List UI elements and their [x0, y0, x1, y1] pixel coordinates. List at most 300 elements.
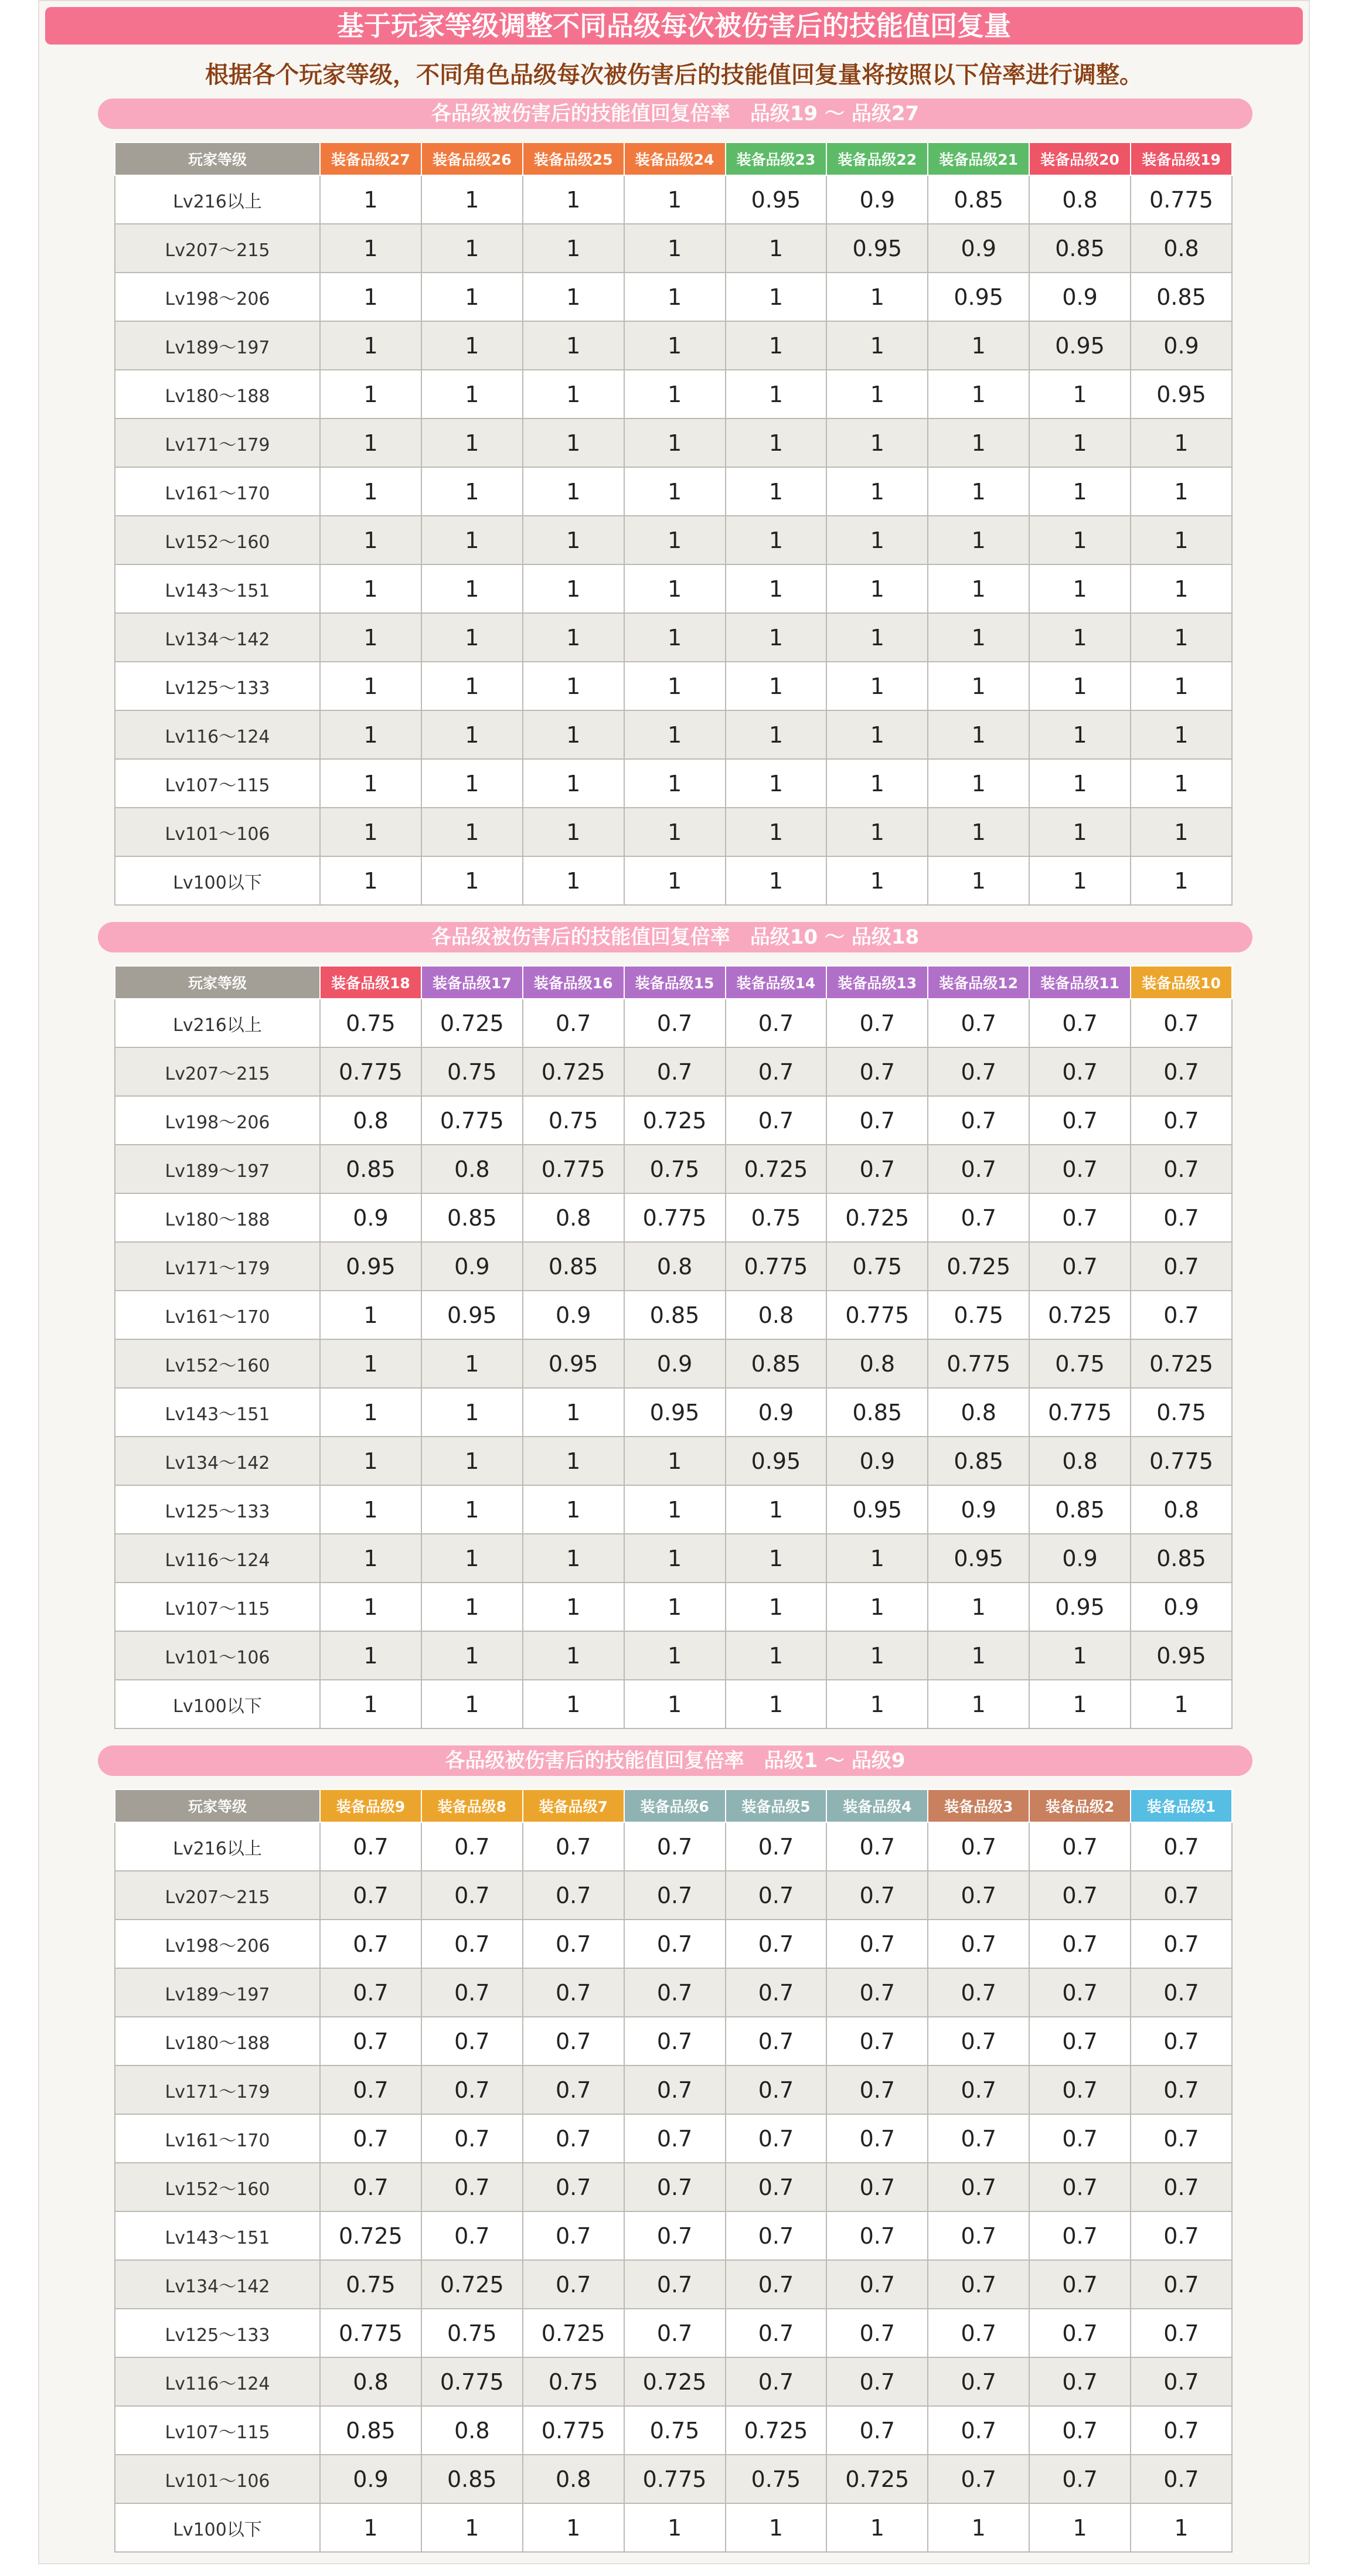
multiplier-cell: 1: [523, 370, 624, 418]
multiplier-cell: 0.7: [726, 1968, 827, 2017]
multiplier-cell: 1: [421, 759, 523, 808]
player-level-cell: Lv107〜115: [115, 2406, 320, 2455]
multiplier-cell: 0.7: [726, 2309, 827, 2357]
multiplier-cell: 0.9: [624, 1339, 726, 1388]
multiplier-cell: 0.7: [928, 2406, 1029, 2455]
multiplier-cell: 1: [1131, 856, 1232, 905]
multiplier-cell: 1: [726, 467, 827, 516]
multiplier-cell: 0.775: [624, 1193, 726, 1242]
multiplier-cell: 0.775: [320, 1047, 421, 1096]
player-level-cell: Lv134〜142: [115, 613, 320, 662]
multiplier-cell: 1: [826, 710, 928, 759]
multiplier-cell: 0.7: [726, 2211, 827, 2260]
multiplier-cell: 1: [421, 370, 523, 418]
multiplier-cell: 0.75: [421, 2309, 523, 2357]
multiplier-cell: 1: [1131, 2503, 1232, 2552]
multiplier-cell: 0.725: [421, 999, 523, 1047]
multiplier-cell: 1: [624, 516, 726, 564]
multiplier-cell: 0.9: [928, 1485, 1029, 1534]
multiplier-cell: 0.7: [928, 1096, 1029, 1145]
multiplier-cell: 0.7: [523, 2260, 624, 2309]
player-level-cell: Lv198〜206: [115, 1920, 320, 1968]
multiplier-cell: 1: [523, 856, 624, 905]
multiplier-cell: 0.75: [320, 2260, 421, 2309]
multiplier-cell: 1: [320, 175, 421, 224]
multiplier-cell: 0.7: [826, 1145, 928, 1193]
multiplier-cell: 0.7: [1131, 2309, 1232, 2357]
multiplier-cell: 1: [421, 467, 523, 516]
multiplier-cell: 1: [624, 564, 726, 613]
multiplier-cell: 0.7: [624, 2017, 726, 2065]
multiplier-cell: 1: [826, 808, 928, 856]
multiplier-cell: 0.7: [726, 2357, 827, 2406]
column-header-player-level: 玩家等级: [115, 142, 320, 175]
multiplier-cell: 0.85: [320, 1145, 421, 1193]
multiplier-cell: 0.95: [826, 224, 928, 273]
multiplier-cell: 0.7: [726, 2114, 827, 2163]
multiplier-cell: 0.75: [523, 2357, 624, 2406]
multiplier-cell: 1: [320, 516, 421, 564]
multiplier-cell: 0.95: [928, 1534, 1029, 1583]
multiplier-cell: 0.9: [1029, 273, 1131, 321]
multiplier-cell: 0.7: [320, 1871, 421, 1920]
player-level-cell: Lv180〜188: [115, 1193, 320, 1242]
multiplier-cell: 0.7: [421, 1822, 523, 1871]
multiplier-cell: 0.775: [1131, 175, 1232, 224]
multiplier-cell: 0.775: [421, 1096, 523, 1145]
multiplier-cell: 0.7: [1131, 2260, 1232, 2309]
multiplier-cell: 0.75: [928, 1291, 1029, 1339]
player-level-cell: Lv143〜151: [115, 1388, 320, 1437]
multiplier-cell: 1: [726, 2503, 827, 2552]
multiplier-table: [114, 965, 1233, 1729]
multiplier-cell: 1: [624, 1631, 726, 1680]
multiplier-cell: 0.7: [1131, 1145, 1232, 1193]
multiplier-cell: 1: [928, 856, 1029, 905]
multiplier-cell: 1: [624, 2503, 726, 2552]
multiplier-cell: 1: [624, 175, 726, 224]
table-row: [115, 2406, 1232, 2455]
multiplier-cell: 1: [320, 1485, 421, 1534]
player-level-cell: Lv107〜115: [115, 1583, 320, 1631]
multiplier-cell: 0.9: [320, 2455, 421, 2503]
multiplier-cell: 0.8: [726, 1291, 827, 1339]
multiplier-cell: 0.7: [826, 999, 928, 1047]
multiplier-cell: 1: [523, 321, 624, 370]
multiplier-cell: 0.7: [928, 2260, 1029, 2309]
table-row: [115, 1583, 1232, 1631]
multiplier-cell: 1: [726, 710, 827, 759]
multiplier-cell: 0.7: [928, 2114, 1029, 2163]
multiplier-cell: 0.7: [1131, 1193, 1232, 1242]
multiplier-cell: 0.7: [928, 2065, 1029, 2114]
multiplier-cell: 1: [826, 321, 928, 370]
player-level-cell: Lv207〜215: [115, 1871, 320, 1920]
multiplier-cell: 0.7: [523, 1968, 624, 2017]
multiplier-cell: 1: [726, 662, 827, 710]
multiplier-cell: 0.8: [523, 2455, 624, 2503]
multiplier-cell: 1: [421, 856, 523, 905]
multiplier-cell: 0.9: [1131, 1583, 1232, 1631]
table-row: [115, 321, 1232, 370]
multiplier-cell: 1: [1029, 710, 1131, 759]
column-header-grade: 装备品级26: [421, 142, 523, 175]
multiplier-cell: 0.7: [1029, 2114, 1131, 2163]
multiplier-cell: 1: [320, 662, 421, 710]
multiplier-cell: 1: [523, 1485, 624, 1534]
table-row: [115, 175, 1232, 224]
multiplier-cell: 1: [726, 224, 827, 273]
multiplier-cell: 0.7: [826, 1871, 928, 1920]
multiplier-cell: 1: [1131, 564, 1232, 613]
multiplier-cell: 1: [523, 1534, 624, 1583]
multiplier-cell: 1: [523, 613, 624, 662]
column-header-player-level: 玩家等级: [115, 1789, 320, 1822]
multiplier-cell: 0.8: [624, 1242, 726, 1291]
table-row: [115, 2309, 1232, 2357]
multiplier-cell: 0.7: [1131, 999, 1232, 1047]
multiplier-cell: 0.7: [1131, 2163, 1232, 2211]
multiplier-cell: 0.7: [826, 1096, 928, 1145]
multiplier-cell: 1: [523, 662, 624, 710]
multiplier-cell: 0.7: [1029, 2455, 1131, 2503]
column-header-grade: 装备品级7: [523, 1789, 624, 1822]
multiplier-cell: 0.85: [1131, 273, 1232, 321]
multiplier-cell: 0.7: [1029, 1871, 1131, 1920]
multiplier-cell: 1: [826, 1583, 928, 1631]
multiplier-cell: 0.7: [1131, 2114, 1232, 2163]
table-row: [115, 2065, 1232, 2114]
multiplier-cell: 0.8: [1029, 1437, 1131, 1485]
table-header-row: [115, 1789, 1232, 1822]
multiplier-cell: 1: [320, 1534, 421, 1583]
multiplier-cell: 0.7: [1029, 1920, 1131, 1968]
multiplier-cell: 1: [320, 710, 421, 759]
multiplier-cell: 0.7: [1029, 999, 1131, 1047]
multiplier-cell: 0.7: [1029, 1096, 1131, 1145]
table-row: [115, 1242, 1232, 1291]
multiplier-cell: 0.8: [421, 1145, 523, 1193]
section-title: 各品级被伤害后的技能值回复倍率 品级1 〜 品级9: [98, 1745, 1252, 1776]
table-row: [115, 467, 1232, 516]
multiplier-cell: 1: [624, 418, 726, 467]
multiplier-cell: 0.85: [421, 2455, 523, 2503]
column-header-grade: 装备品级11: [1029, 966, 1131, 999]
multiplier-cell: 0.85: [726, 1339, 827, 1388]
multiplier-cell: 0.85: [624, 1291, 726, 1339]
player-level-cell: Lv100以下: [115, 2503, 320, 2552]
multiplier-cell: 0.7: [928, 1920, 1029, 1968]
multiplier-cell: 1: [928, 808, 1029, 856]
multiplier-cell: 1: [624, 224, 726, 273]
multiplier-cell: 0.7: [726, 2065, 827, 2114]
multiplier-cell: 1: [421, 1339, 523, 1388]
column-header-grade: 装备品级16: [523, 966, 624, 999]
multiplier-cell: 0.7: [1131, 1096, 1232, 1145]
multiplier-cell: 1: [1029, 856, 1131, 905]
multiplier-cell: 0.7: [1131, 2357, 1232, 2406]
multiplier-cell: 0.7: [421, 2017, 523, 2065]
column-header-grade: 装备品级22: [826, 142, 928, 175]
multiplier-cell: 0.7: [1029, 2017, 1131, 2065]
column-header-grade: 装备品级23: [726, 142, 827, 175]
player-level-cell: Lv171〜179: [115, 1242, 320, 1291]
multiplier-cell: 1: [320, 1388, 421, 1437]
player-level-cell: Lv152〜160: [115, 516, 320, 564]
column-header-grade: 装备品级24: [624, 142, 726, 175]
multiplier-cell: 0.7: [1131, 1047, 1232, 1096]
multiplier-cell: 1: [320, 2503, 421, 2552]
multiplier-cell: 1: [624, 613, 726, 662]
multiplier-cell: 1: [1029, 370, 1131, 418]
multiplier-cell: 1: [523, 1583, 624, 1631]
multiplier-cell: 1: [928, 467, 1029, 516]
player-level-cell: Lv207〜215: [115, 1047, 320, 1096]
multiplier-cell: 1: [726, 856, 827, 905]
multiplier-cell: 0.725: [523, 1047, 624, 1096]
multiplier-cell: 0.7: [523, 1871, 624, 1920]
column-header-grade: 装备品级1: [1131, 1789, 1232, 1822]
multiplier-cell: 1: [1029, 613, 1131, 662]
multiplier-cell: 0.775: [826, 1291, 928, 1339]
multiplier-cell: 0.7: [928, 999, 1029, 1047]
multiplier-cell: 0.9: [1029, 1534, 1131, 1583]
multiplier-cell: 0.725: [826, 2455, 928, 2503]
multiplier-cell: 0.7: [928, 1047, 1029, 1096]
multiplier-cell: 1: [523, 224, 624, 273]
column-header-grade: 装备品级4: [826, 1789, 928, 1822]
multiplier-cell: 1: [523, 808, 624, 856]
table-row: [115, 370, 1232, 418]
column-header-grade: 装备品级5: [726, 1789, 827, 1822]
multiplier-cell: 0.95: [1131, 1631, 1232, 1680]
multiplier-cell: 0.7: [928, 2211, 1029, 2260]
multiplier-cell: 1: [320, 1291, 421, 1339]
multiplier-cell: 0.95: [1131, 370, 1232, 418]
multiplier-cell: 0.7: [320, 2017, 421, 2065]
multiplier-cell: 0.7: [826, 2260, 928, 2309]
multiplier-cell: 0.7: [624, 2211, 726, 2260]
multiplier-cell: 1: [523, 564, 624, 613]
table-row: [115, 2163, 1232, 2211]
player-level-cell: Lv152〜160: [115, 1339, 320, 1388]
table-row: [115, 1145, 1232, 1193]
multiplier-cell: 0.95: [1029, 321, 1131, 370]
multiplier-cell: 1: [1131, 759, 1232, 808]
column-header-grade: 装备品级12: [928, 966, 1029, 999]
multiplier-cell: 1: [928, 321, 1029, 370]
multiplier-cell: 0.75: [421, 1047, 523, 1096]
table-row: [115, 2455, 1232, 2503]
player-level-cell: Lv161〜170: [115, 467, 320, 516]
multiplier-cell: 1: [624, 759, 726, 808]
multiplier-cell: 0.7: [1029, 2309, 1131, 2357]
table-row: [115, 1968, 1232, 2017]
multiplier-cell: 0.725: [421, 2260, 523, 2309]
multiplier-cell: 0.725: [1131, 1339, 1232, 1388]
multiplier-cell: 0.7: [1029, 1145, 1131, 1193]
multiplier-cell: 1: [826, 1534, 928, 1583]
multiplier-cell: 0.9: [421, 1242, 523, 1291]
multiplier-cell: 1: [421, 710, 523, 759]
column-header-grade: 装备品级25: [523, 142, 624, 175]
multiplier-cell: 0.7: [421, 2211, 523, 2260]
multiplier-cell: 0.7: [826, 2406, 928, 2455]
multiplier-cell: 0.725: [826, 1193, 928, 1242]
table-row: [115, 1920, 1232, 1968]
multiplier-cell: 1: [1131, 516, 1232, 564]
player-level-cell: Lv100以下: [115, 1680, 320, 1728]
multiplier-cell: 1: [928, 418, 1029, 467]
multiplier-cell: 0.9: [826, 175, 928, 224]
multiplier-cell: 0.7: [826, 2017, 928, 2065]
player-level-cell: Lv198〜206: [115, 273, 320, 321]
multiplier-cell: 1: [421, 1583, 523, 1631]
multiplier-cell: 1: [826, 564, 928, 613]
player-level-cell: Lv116〜124: [115, 1534, 320, 1583]
multiplier-cell: 0.7: [523, 999, 624, 1047]
column-header-grade: 装备品级10: [1131, 966, 1232, 999]
multiplier-cell: 0.775: [421, 2357, 523, 2406]
multiplier-cell: 1: [726, 418, 827, 467]
multiplier-cell: 0.7: [624, 999, 726, 1047]
multiplier-cell: 0.7: [523, 1822, 624, 1871]
multiplier-cell: 0.95: [726, 175, 827, 224]
multiplier-cell: 1: [421, 516, 523, 564]
multiplier-cell: 0.7: [1029, 2065, 1131, 2114]
multiplier-cell: 1: [320, 1583, 421, 1631]
multiplier-cell: 1: [523, 516, 624, 564]
multiplier-cell: 0.7: [1029, 2260, 1131, 2309]
multiplier-cell: 1: [320, 321, 421, 370]
multiplier-cell: 0.7: [826, 2309, 928, 2357]
table-row: [115, 999, 1232, 1047]
player-level-cell: Lv180〜188: [115, 370, 320, 418]
multiplier-cell: 0.75: [523, 1096, 624, 1145]
multiplier-cell: 1: [1131, 613, 1232, 662]
multiplier-cell: 1: [523, 759, 624, 808]
player-level-cell: Lv180〜188: [115, 2017, 320, 2065]
multiplier-cell: 1: [826, 759, 928, 808]
multiplier-cell: 1: [826, 1680, 928, 1728]
multiplier-cell: 0.7: [1131, 2065, 1232, 2114]
multiplier-cell: 1: [1029, 516, 1131, 564]
multiplier-cell: 1: [320, 759, 421, 808]
multiplier-cell: 0.7: [624, 1920, 726, 1968]
multiplier-cell: 0.775: [726, 1242, 827, 1291]
multiplier-cell: 0.75: [1029, 1339, 1131, 1388]
multiplier-cell: 1: [1029, 2503, 1131, 2552]
multiplier-cell: 1: [320, 1680, 421, 1728]
multiplier-cell: 1: [320, 418, 421, 467]
multiplier-cell: 1: [523, 273, 624, 321]
player-level-cell: Lv216以上: [115, 1822, 320, 1871]
multiplier-cell: 1: [421, 1437, 523, 1485]
multiplier-cell: 1: [624, 273, 726, 321]
multiplier-cell: 0.7: [624, 2260, 726, 2309]
multiplier-cell: 0.75: [726, 2455, 827, 2503]
multiplier-cell: 0.7: [421, 2163, 523, 2211]
multiplier-cell: 0.7: [928, 2163, 1029, 2211]
multiplier-cell: 1: [624, 1534, 726, 1583]
multiplier-cell: 1: [624, 710, 726, 759]
multiplier-cell: 0.7: [826, 1822, 928, 1871]
table-row: [115, 273, 1232, 321]
multiplier-cell: 0.8: [320, 1096, 421, 1145]
table-row: [115, 564, 1232, 613]
multiplier-cell: 0.85: [421, 1193, 523, 1242]
multiplier-cell: 0.7: [928, 2357, 1029, 2406]
player-level-cell: Lv116〜124: [115, 710, 320, 759]
multiplier-cell: 1: [421, 321, 523, 370]
player-level-cell: Lv107〜115: [115, 759, 320, 808]
multiplier-cell: 0.9: [726, 1388, 827, 1437]
multiplier-cell: 1: [320, 273, 421, 321]
player-level-cell: Lv152〜160: [115, 2163, 320, 2211]
multiplier-cell: 0.7: [1029, 2406, 1131, 2455]
column-header-grade: 装备品级15: [624, 966, 726, 999]
multiplier-cell: 1: [624, 856, 726, 905]
multiplier-cell: 1: [421, 418, 523, 467]
page-title: 基于玩家等级调整不同品级每次被伤害后的技能值回复量: [45, 7, 1303, 45]
multiplier-cell: 0.95: [1029, 1583, 1131, 1631]
multiplier-cell: 1: [320, 564, 421, 613]
multiplier-cell: 1: [421, 1485, 523, 1534]
table-row: [115, 808, 1232, 856]
multiplier-cell: 0.7: [1029, 1822, 1131, 1871]
multiplier-cell: 0.7: [624, 1871, 726, 1920]
player-level-cell: Lv100以下: [115, 856, 320, 905]
multiplier-cell: 0.7: [1131, 2406, 1232, 2455]
multiplier-cell: 1: [726, 1680, 827, 1728]
multiplier-cell: 0.9: [826, 1437, 928, 1485]
player-level-cell: Lv189〜197: [115, 1968, 320, 2017]
column-header-grade: 装备品级8: [421, 1789, 523, 1822]
multiplier-cell: 0.7: [624, 2309, 726, 2357]
multiplier-cell: 0.7: [1131, 2017, 1232, 2065]
section-title: 各品级被伤害后的技能值回复倍率 品级10 〜 品级18: [98, 922, 1252, 952]
table-row: [115, 662, 1232, 710]
multiplier-cell: 0.85: [1131, 1534, 1232, 1583]
multiplier-cell: 0.7: [1029, 1047, 1131, 1096]
player-level-cell: Lv171〜179: [115, 418, 320, 467]
multiplier-cell: 0.7: [421, 1871, 523, 1920]
multiplier-cell: 1: [928, 759, 1029, 808]
multiplier-cell: 0.775: [624, 2455, 726, 2503]
multiplier-cell: 0.95: [421, 1291, 523, 1339]
player-level-cell: Lv207〜215: [115, 224, 320, 273]
multiplier-cell: 1: [726, 808, 827, 856]
page: [38, 0, 1310, 2564]
multiplier-cell: 0.7: [624, 2163, 726, 2211]
multiplier-cell: 0.7: [826, 2163, 928, 2211]
table-row: [115, 1388, 1232, 1437]
player-level-cell: Lv171〜179: [115, 2065, 320, 2114]
player-level-cell: Lv134〜142: [115, 1437, 320, 1485]
multiplier-cell: 1: [726, 1583, 827, 1631]
multiplier-cell: 1: [726, 564, 827, 613]
multiplier-cell: 1: [826, 613, 928, 662]
multiplier-cell: 0.75: [624, 2406, 726, 2455]
multiplier-cell: 0.7: [1131, 1968, 1232, 2017]
multiplier-cell: 1: [826, 2503, 928, 2552]
multiplier-cell: 1: [1029, 418, 1131, 467]
multiplier-cell: 1: [421, 175, 523, 224]
multiplier-cell: 0.75: [1131, 1388, 1232, 1437]
multiplier-cell: 0.7: [1131, 1920, 1232, 1968]
multiplier-cell: 0.7: [523, 1920, 624, 1968]
table-row: [115, 1096, 1232, 1145]
